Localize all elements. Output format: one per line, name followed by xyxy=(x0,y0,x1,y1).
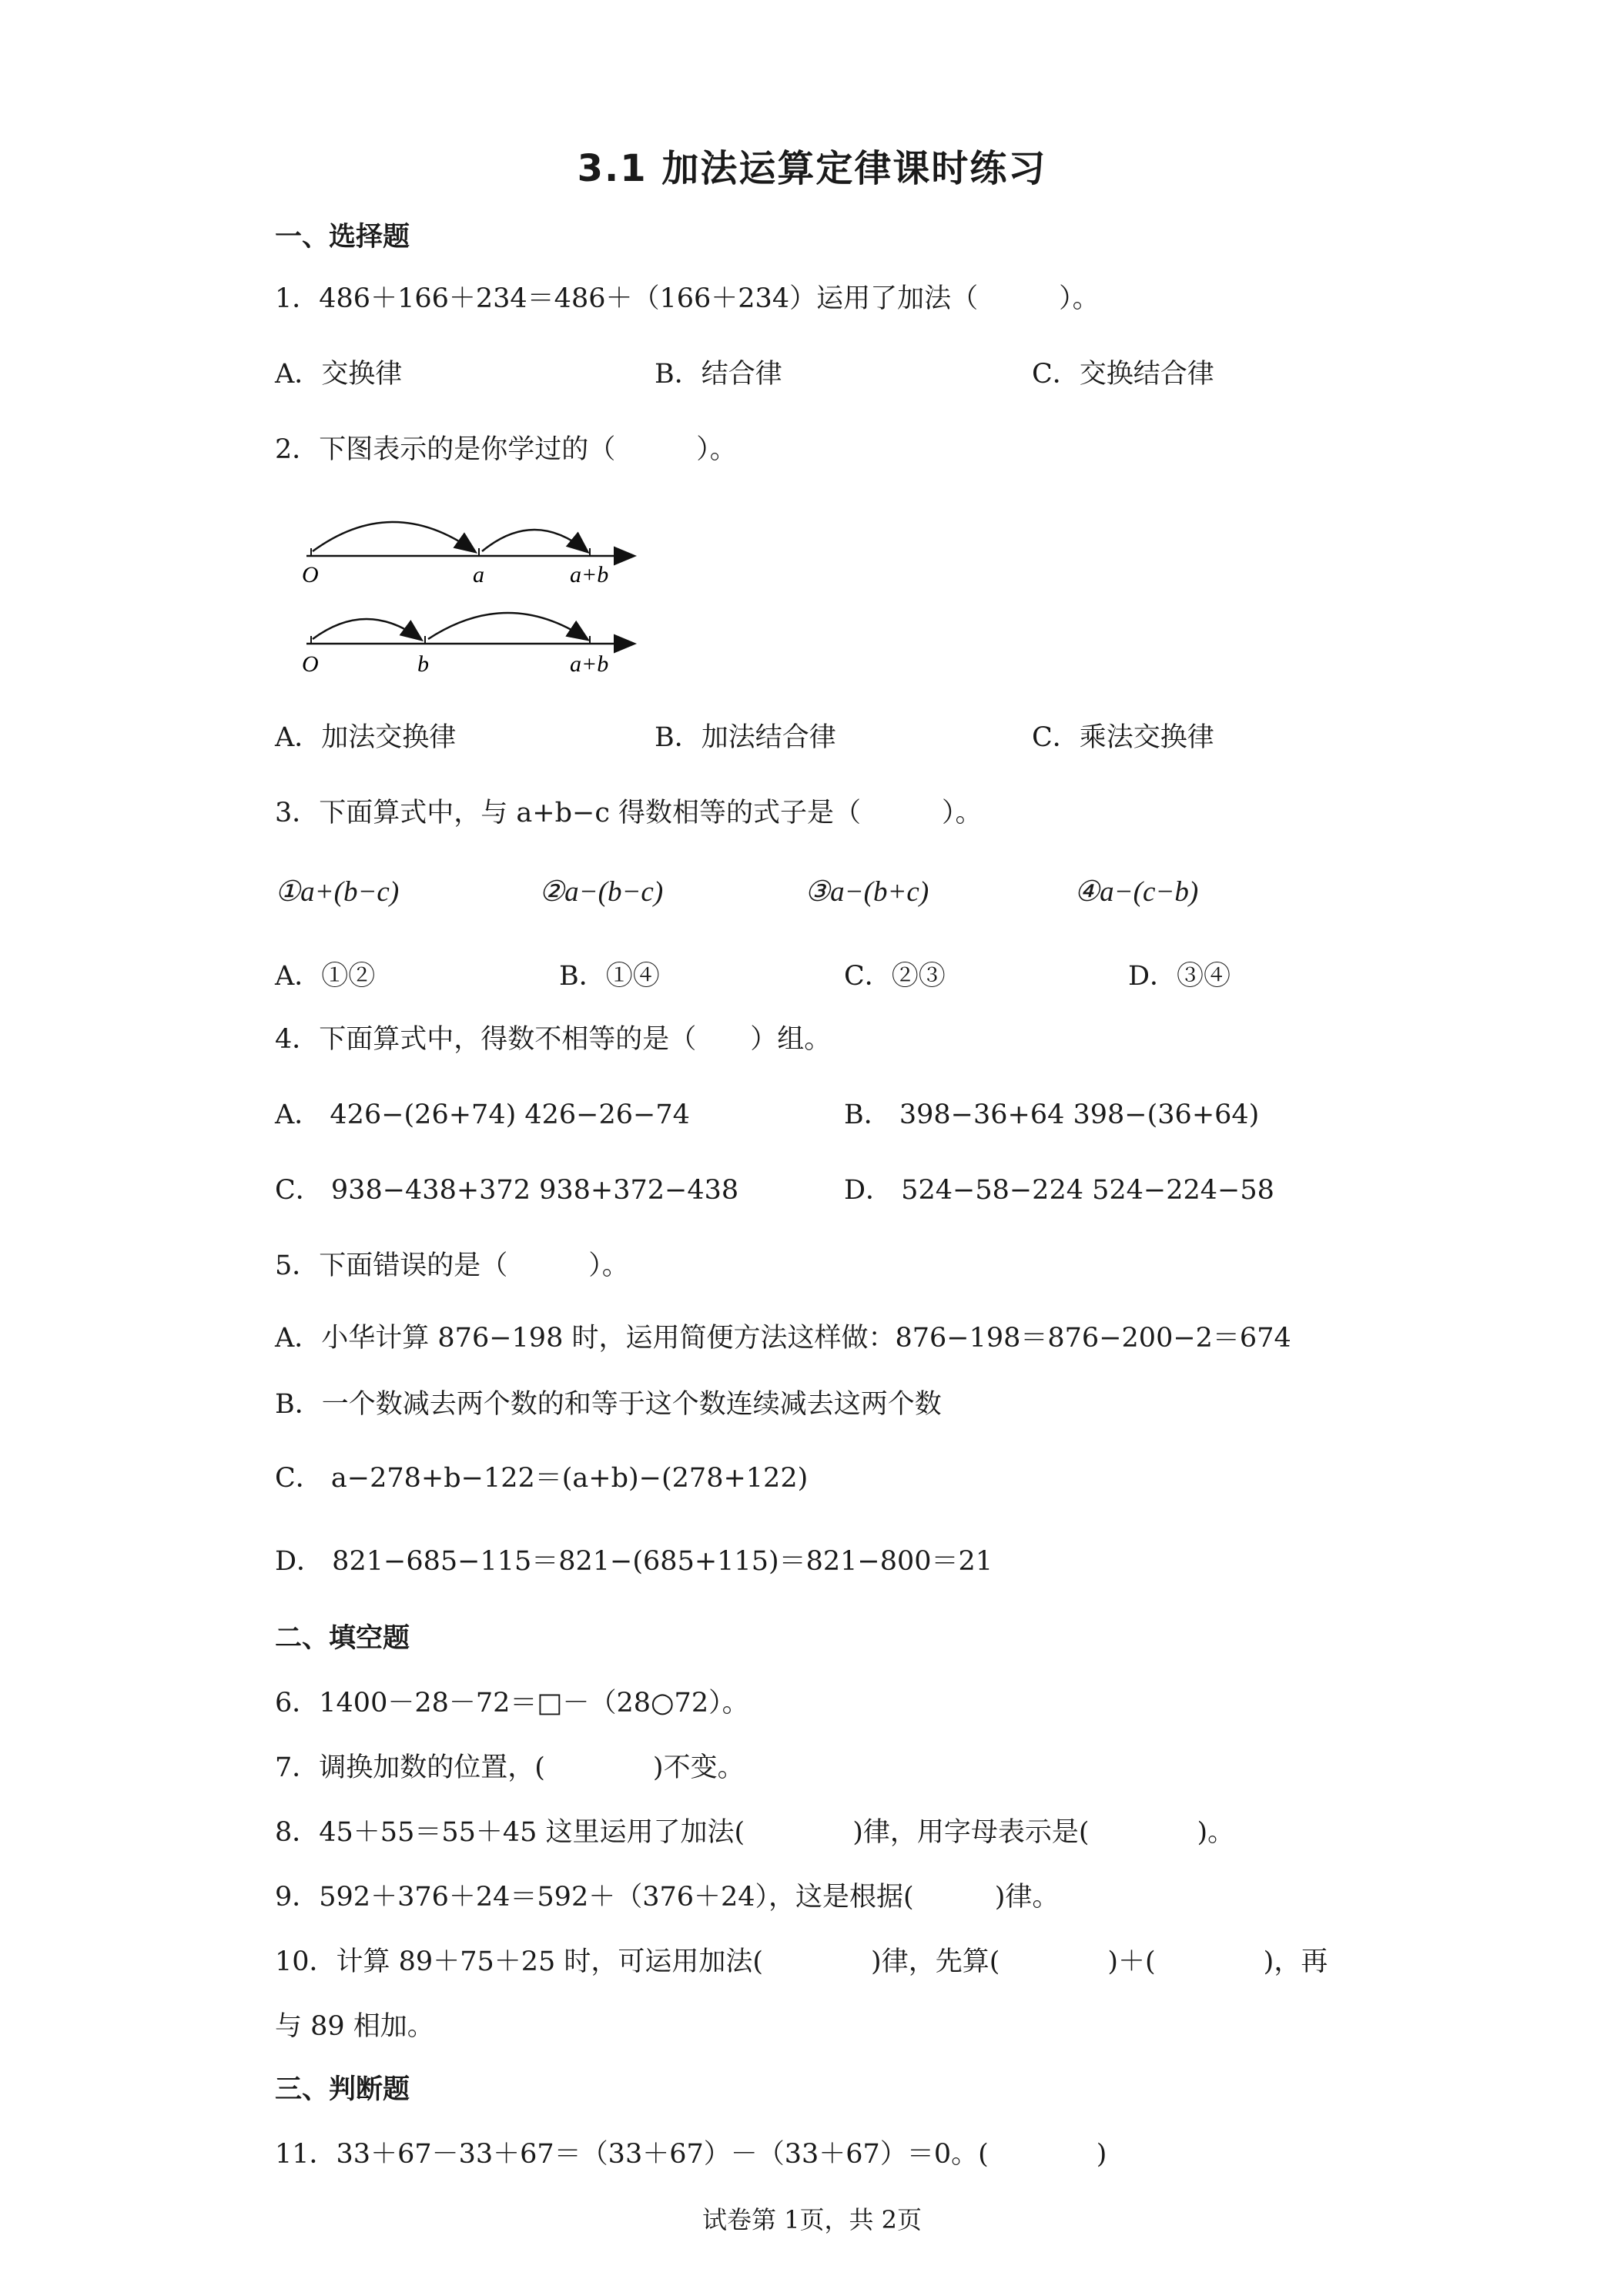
number-line-diagram xyxy=(285,500,655,685)
question-8: 8．45＋55＝55＋45 这里运用了加法( )律，用字母表示是( )。 xyxy=(275,1817,1235,1848)
q2-option-b: B．加法结合律 xyxy=(655,722,836,753)
question-7: 7．调换加数的位置，( )不变。 xyxy=(275,1752,745,1783)
q3-option-d: D．③④ xyxy=(1128,961,1231,992)
section-heading-choice: 一、选择题 xyxy=(275,222,410,253)
q5-option-a: A．小华计算 876−198 时，运用简便方法这样做：876−198＝876−200−2＝674 xyxy=(275,1323,1291,1354)
question-11: 11．33＋67－33＋67＝（33＋67）－（33＋67）＝0。( ) xyxy=(275,2139,1107,2170)
label-line2-b: b xyxy=(417,651,429,677)
label-line1-aplusb: a+b xyxy=(570,562,609,587)
q1-option-c: C．交换结合律 xyxy=(1032,359,1214,390)
q3-expression-4: ④a−(c−b) xyxy=(1074,876,1199,908)
page-footer: 试卷第 1页，共 2页 xyxy=(702,2205,922,2234)
question-3: 3．下面算式中，与 a+b−c 得数相等的式子是（ ）。 xyxy=(275,798,983,828)
q3-option-c: C．②③ xyxy=(844,961,946,992)
q2-option-c: C．乘法交换律 xyxy=(1032,722,1214,753)
question-5: 5．下面错误的是（ ）。 xyxy=(275,1250,629,1281)
q3-expression-3: ③a−(b+c) xyxy=(805,876,929,908)
q4-option-c: C． 938−438+372 938+372−438 xyxy=(275,1175,739,1206)
q3-option-b: B．①④ xyxy=(559,961,660,992)
question-1: 1．486＋166＋234＝486＋（166＋234）运用了加法（ ）。 xyxy=(275,283,1100,314)
q5-option-c: C． a−278+b−122＝(a+b)−(278+122) xyxy=(275,1463,809,1494)
q4-option-b: B． 398−36+64 398−(36+64) xyxy=(844,1099,1260,1130)
label-line1-a: a xyxy=(473,562,484,587)
question-6: 6．1400－28－72＝□－（28○72）。 xyxy=(275,1688,749,1719)
question-2: 2．下图表示的是你学过的（ ）。 xyxy=(275,434,737,465)
label-line2-o: O xyxy=(302,651,319,677)
label-line1-o: O xyxy=(302,562,319,587)
question-4: 4．下面算式中，得数不相等的是（ ）组。 xyxy=(275,1024,832,1055)
section-heading-fill: 二、填空题 xyxy=(275,1623,410,1654)
section-heading-judge: 三、判断题 xyxy=(275,2074,410,2105)
arc-line2-a xyxy=(428,613,587,639)
arc-line1-b xyxy=(482,530,587,551)
label-line2-aplusb: a+b xyxy=(570,651,609,677)
q3-expression-2: ②a−(b−c) xyxy=(539,876,664,908)
q4-option-d: D． 524−58−224 524−224−58 xyxy=(844,1175,1274,1206)
q5-option-d: D． 821−685−115＝821−(685+115)＝821−800＝21 xyxy=(275,1546,993,1577)
q5-option-b: B．一个数减去两个数的和等于这个数连续减去这两个数 xyxy=(275,1389,942,1420)
q1-option-a: A．交换律 xyxy=(275,359,403,390)
question-10-line-1: 10．计算 89＋75＋25 时，可运用加法( )律，先算( )＋( )，再 xyxy=(275,1946,1328,1977)
arc-line1-a xyxy=(313,522,474,551)
q4-option-a: A． 426−(26+74) 426−26−74 xyxy=(275,1099,690,1130)
question-10-line-2: 与 89 相加。 xyxy=(275,2011,434,2042)
page-title: 3.1 加法运算定律课时练习 xyxy=(577,147,1047,190)
q3-option-a: A．①② xyxy=(275,961,376,992)
arc-line2-b xyxy=(313,619,420,639)
q3-expression-1: ①a+(b−c) xyxy=(275,876,400,908)
question-9: 9．592＋376＋24＝592＋（376＋24），这是根据( )律。 xyxy=(275,1882,1060,1913)
q1-option-b: B．结合律 xyxy=(655,359,782,390)
q2-option-a: A．加法交换律 xyxy=(275,722,457,753)
